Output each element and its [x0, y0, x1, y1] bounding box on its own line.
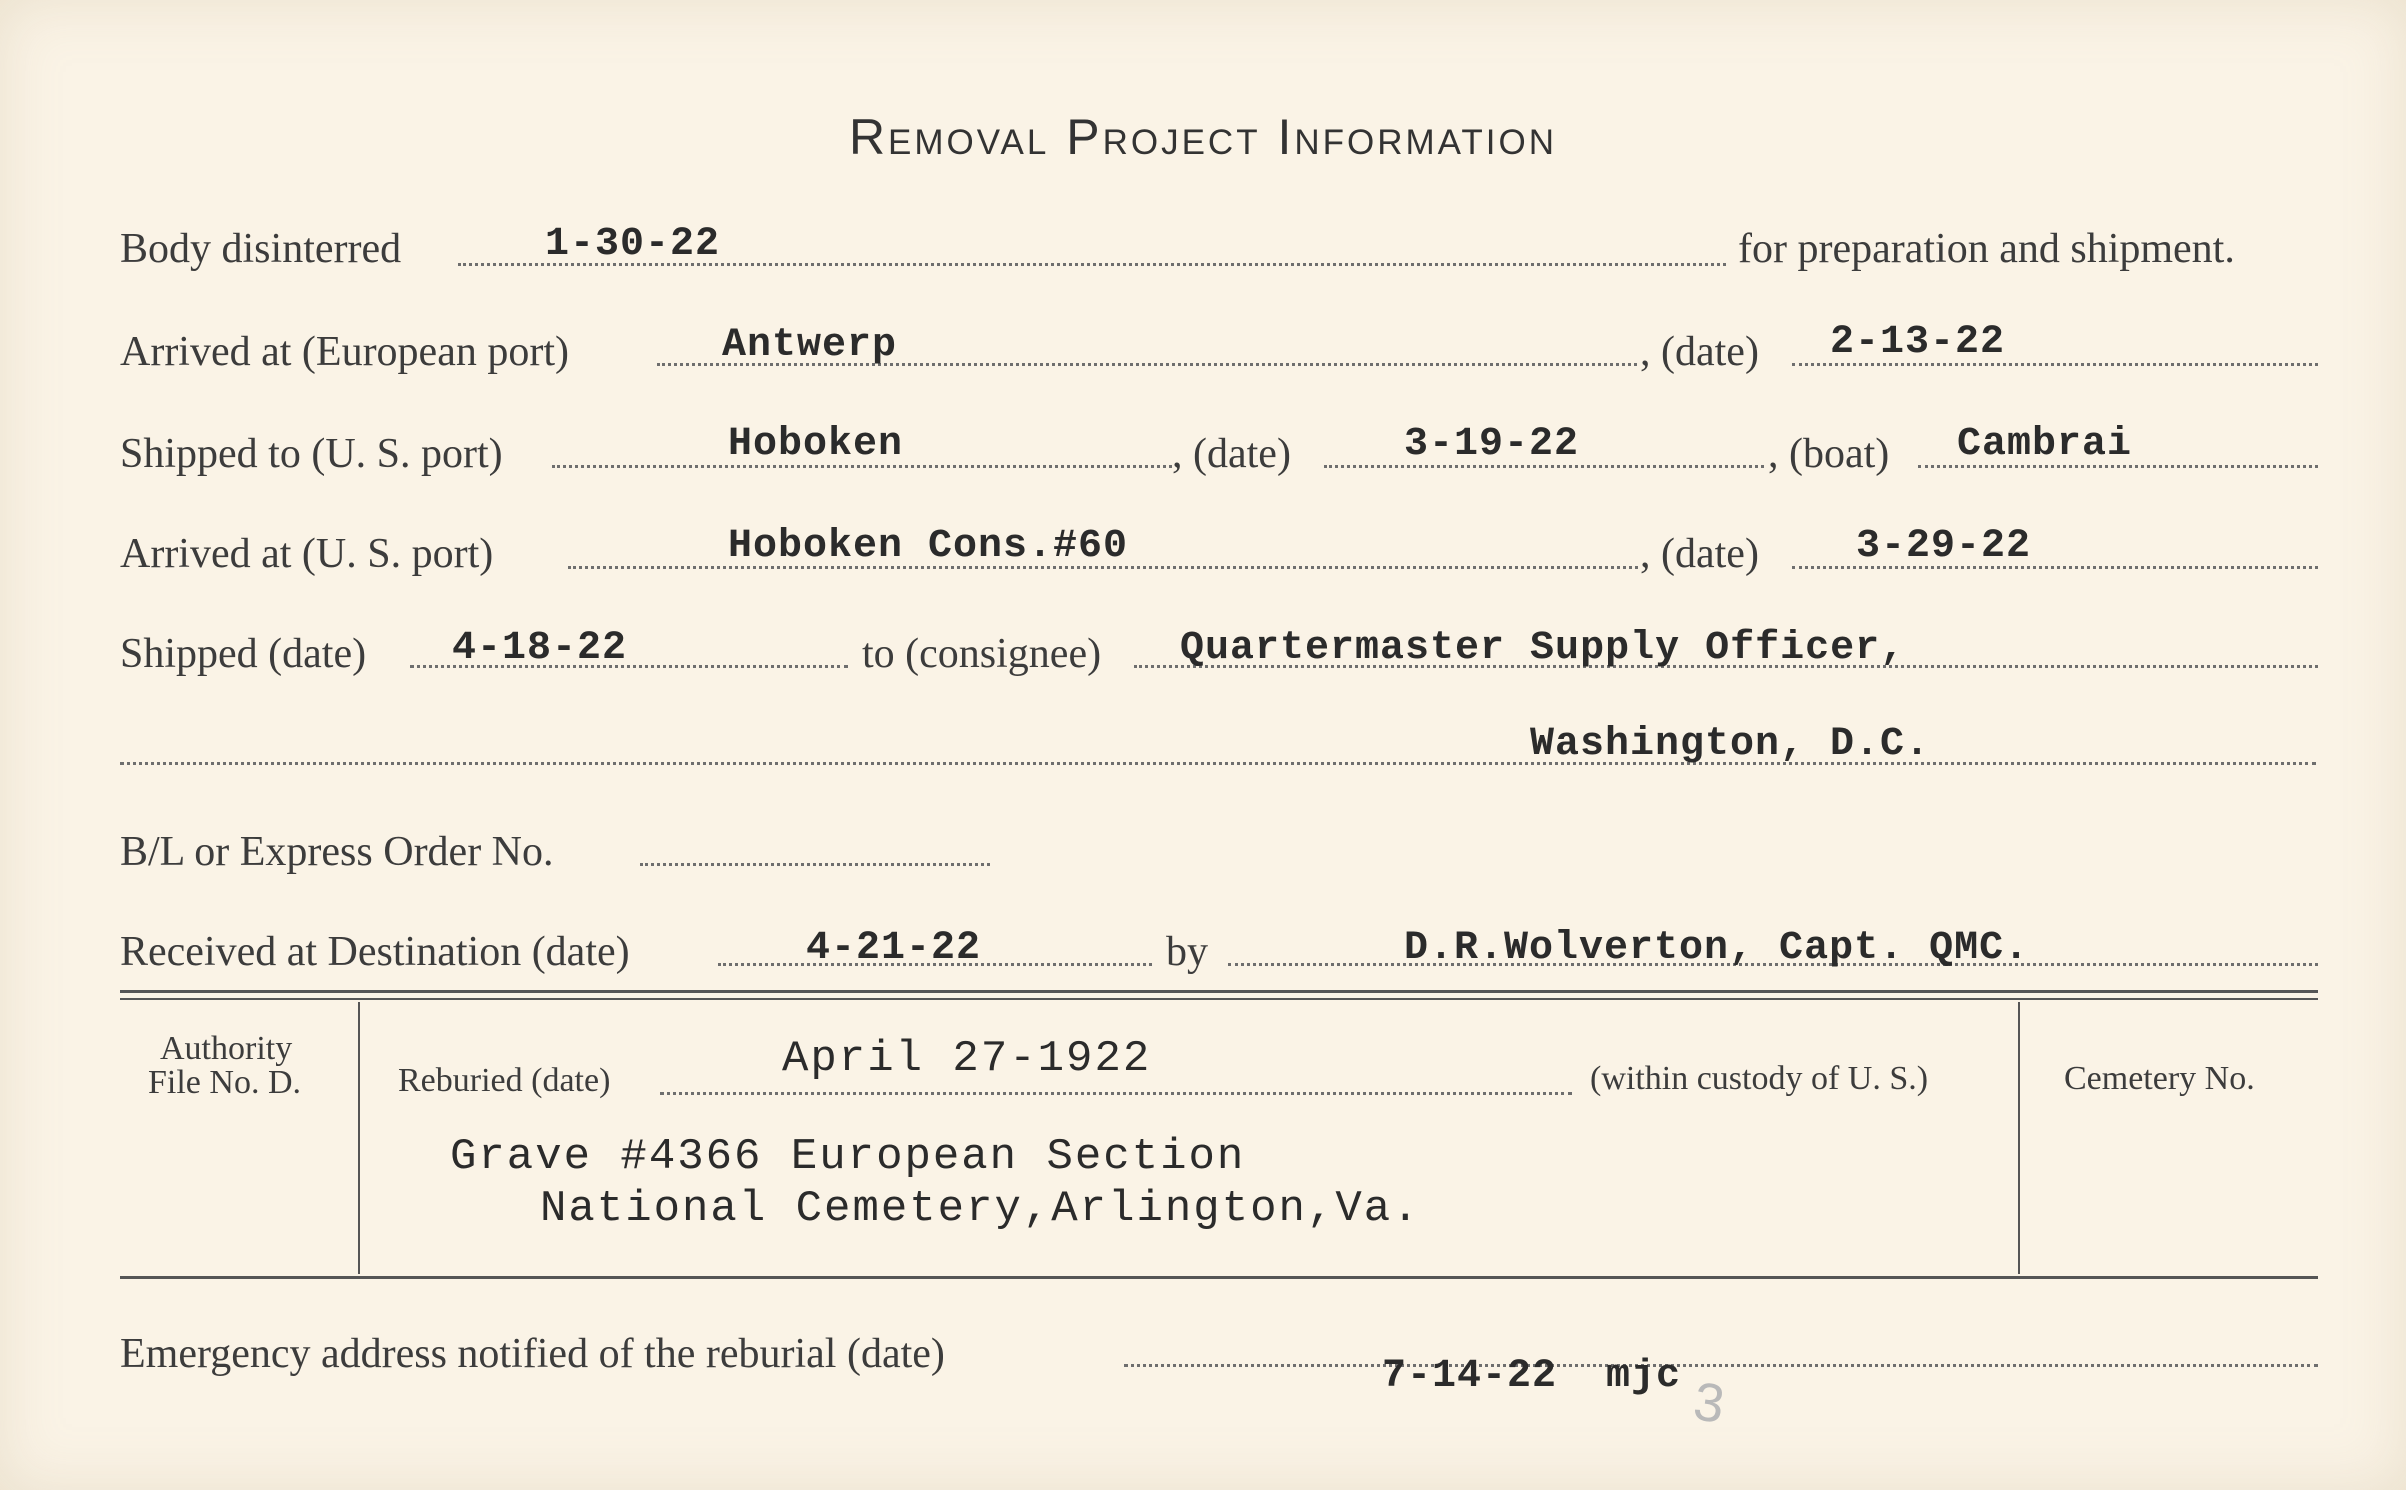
received-destination-label: Received at Destination (date): [120, 929, 630, 975]
disinterred-date-value: 1-30-22: [545, 222, 721, 267]
clerk-initials: mjc: [1606, 1354, 1682, 1399]
arrived-european-label: Arrived at (European port): [120, 329, 569, 375]
to-consignee-label: to (consignee): [862, 631, 1102, 677]
us-ship-date-label: , (date): [1172, 431, 1291, 477]
european-port-value: Antwerp: [722, 323, 898, 368]
us-ship-date-value: 3-19-22: [1404, 422, 1580, 467]
box-top-rule-2: [120, 998, 2318, 1000]
emergency-address-line: [1124, 1364, 2318, 1367]
shipped-to-us-label: Shipped to (U. S. port): [120, 431, 503, 477]
reburied-date-label: Reburied (date): [398, 1062, 611, 1099]
notified-date-value: 7-14-22: [1382, 1354, 1558, 1399]
grave-location-line2: National Cemetery,Arlington,Va.: [540, 1184, 1421, 1234]
by-label: by: [1166, 929, 1208, 975]
box-top-rule-1: [120, 990, 2318, 993]
us-port-value: Hoboken: [728, 422, 904, 467]
cemetery-no-label: Cemetery No.: [2064, 1060, 2255, 1097]
box-divider-left: [358, 1002, 360, 1274]
grave-location-line1: Grave #4366 European Section: [450, 1132, 1246, 1182]
shipped-date-value: 4-18-22: [452, 626, 628, 671]
bl-order-label: B/L or Express Order No.: [120, 829, 554, 875]
arrived-us-port-value: Hoboken Cons.#60: [728, 524, 1129, 569]
within-custody-label: (within custody of U. S.): [1590, 1060, 1929, 1097]
boat-value: Cambrai: [1957, 422, 2133, 467]
european-date-label: , (date): [1640, 329, 1759, 375]
consignee-value-line1: Quartermaster Supply Officer,: [1180, 626, 1906, 671]
consignee-value-line2: Washington, D.C.: [1530, 722, 1931, 767]
reburied-date-value: April 27-1922: [782, 1034, 1152, 1084]
boat-label: , (boat): [1768, 431, 1890, 477]
bl-order-line: [640, 863, 990, 866]
reburied-date-line: [660, 1092, 1572, 1095]
received-by-value: D.R.Wolverton, Capt. QMC.: [1404, 926, 2030, 971]
arrived-us-date-value: 3-29-22: [1856, 524, 2032, 569]
consignee-continuation-line: [120, 762, 2316, 765]
emergency-address-label: Emergency address notified of the reburial (date): [120, 1331, 945, 1377]
pencil-mark: 3: [1689, 1371, 1729, 1435]
shipped-date-label: Shipped (date): [120, 631, 367, 677]
authority-label-line2: File No. D.: [148, 1064, 301, 1101]
card-title: Removal Project Information: [848, 109, 1558, 165]
received-date-value: 4-21-22: [806, 926, 982, 971]
box-divider-right: [2018, 1002, 2020, 1274]
arrived-us-label: Arrived at (U. S. port): [120, 531, 494, 577]
european-date-value: 2-13-22: [1830, 320, 2006, 365]
body-disinterred-label: Body disinterred: [120, 226, 402, 272]
authority-label-line1: Authority: [160, 1030, 293, 1067]
box-bottom-rule: [120, 1276, 2318, 1279]
arrived-us-date-label: , (date): [1640, 531, 1759, 577]
for-preparation-label: for preparation and shipment.: [1738, 226, 2235, 272]
